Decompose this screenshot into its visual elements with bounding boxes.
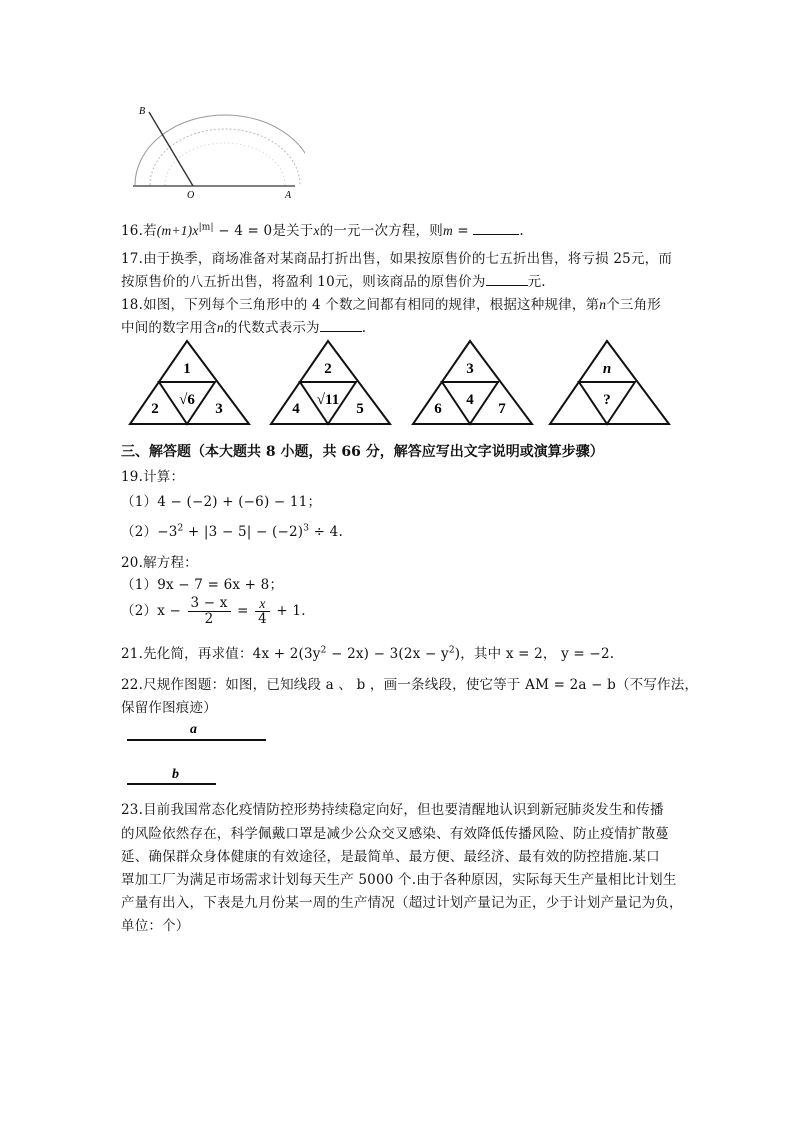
- question-20-title: 20.解方程：: [121, 555, 198, 571]
- fraction-1: $\frac{3 - x}{2}$: [188, 596, 231, 627]
- triangle-4-center: ?: [603, 392, 611, 408]
- triangle-1-top: 1: [183, 361, 191, 377]
- question-23-line3: 延、确保群众身体健康的有效途径，是最简单、最方便、最经济、最有效的防控措施.某口: [121, 849, 660, 865]
- triangle-4: [550, 341, 669, 424]
- segment-b-label: b: [172, 767, 179, 782]
- question-19-part2: $(2)-3^2 + |3 - 5| - (-2)^3 \div 4$.: [121, 523, 343, 540]
- protractor-inner-arc: [150, 129, 300, 185]
- question-16: 16.若$(m+1)x^{|m|} - 4 = 0$是关于x的一元一次方程，则m = .: [121, 222, 524, 239]
- protractor-figure: [125, 100, 305, 200]
- question-23-line2: 的风险依然存在，科学佩戴口罩是减少公众交叉感染、有效降低传播风险、防止疫情扩散蔓: [121, 826, 669, 842]
- triangle-1-center: √6: [179, 392, 195, 408]
- question-17-line2: 按原售价的八五折出售，将盈利 10元，则该商品的原售价为 元.: [121, 274, 546, 290]
- question-23-line1: 23.目前我国常态化疫情防控形势持续稳定向好，但也要清醒地认识到新冠肺炎发生和传播: [121, 802, 664, 818]
- triangle-3-left: 6: [434, 401, 442, 417]
- answer-blank[interactable]: [473, 222, 519, 235]
- triangle-2-center: √11: [316, 392, 340, 408]
- question-19-title: 19.计算：: [121, 469, 185, 485]
- question-21: 21.先化简，再求值：$4x + 2(3y^2 - 2x) - 3(2x - y^2)$，其中 x = 2， y = −2.: [121, 645, 615, 662]
- protractor-scale: [165, 143, 285, 185]
- triangle-1-left: 2: [151, 401, 159, 417]
- triangle-3-right: 7: [498, 401, 506, 417]
- question-18-line1: 18.如图，下列每个三角形中的 4 个数之间都有相同的规律，根据这种规律，第n个三角形: [121, 297, 662, 313]
- triangle-1-right: 3: [215, 401, 223, 417]
- question-23-line4: 罩加工厂为满足市场需求计划每天生产 5000 个.由于各种原因，实际每天生产量相比计划生: [121, 872, 677, 888]
- triangle-2: [271, 341, 390, 424]
- question-19-part1: （1）4 − (−2) + (−6) − 11；: [121, 494, 322, 510]
- question-20-part1: （1）9x − 7 = 6x + 8；: [121, 577, 284, 593]
- question-23-line5: 产量有出入，下表是九月份某一周的生产情况（超过计划产量记为正，少于计划产量记为负，: [121, 895, 683, 911]
- question-20-part2: （2）x − $\frac{3 - x}{2}$ = $\frac{x}{4}$ + 1.: [121, 595, 306, 627]
- ray-ob: [149, 112, 193, 186]
- fraction-2: $\frac{x}{4}$: [255, 596, 270, 627]
- triangle-2-top: 2: [324, 361, 332, 377]
- triangle-4-top: n: [602, 361, 612, 377]
- segment-a-label: a: [190, 722, 197, 737]
- triangle-2-right: 5: [356, 401, 364, 417]
- answer-blank[interactable]: [486, 273, 528, 286]
- question-22-line1: 22.尺规作图题：如图，已知线段 a 、 b ，画一条线段，使它等于 AM = 2a − b（不写作法，: [121, 677, 699, 693]
- question-23-line6: 单位：个）: [121, 918, 190, 934]
- triangle-2-left: 4: [292, 401, 300, 417]
- label-b: B: [139, 106, 146, 117]
- answer-blank[interactable]: [320, 319, 362, 332]
- triangle-pattern-figure: [120, 336, 680, 431]
- question-18-line2: 中间的数字用含n的代数式表示为 .: [121, 320, 367, 336]
- triangle-1: [130, 341, 249, 424]
- triangle-3: [413, 341, 532, 424]
- label-a: A: [285, 190, 292, 200]
- section-heading: 三、解答题（本大题共 8 小题，共 66 分，解答应写出文字说明或演算步骤）: [121, 444, 604, 460]
- triangle-3-center: 4: [466, 392, 474, 408]
- question-22-line2: 保留作图痕迹）: [121, 700, 217, 716]
- segments-figure: [120, 715, 280, 790]
- triangle-3-top: 3: [466, 361, 474, 377]
- question-17-line1: 17.由于换季，商场准备对某商品打折出售，如果按原售价的七五折出售，将亏损 25元，而: [121, 251, 673, 267]
- label-o: O: [187, 190, 195, 200]
- protractor-arc: [135, 115, 305, 185]
